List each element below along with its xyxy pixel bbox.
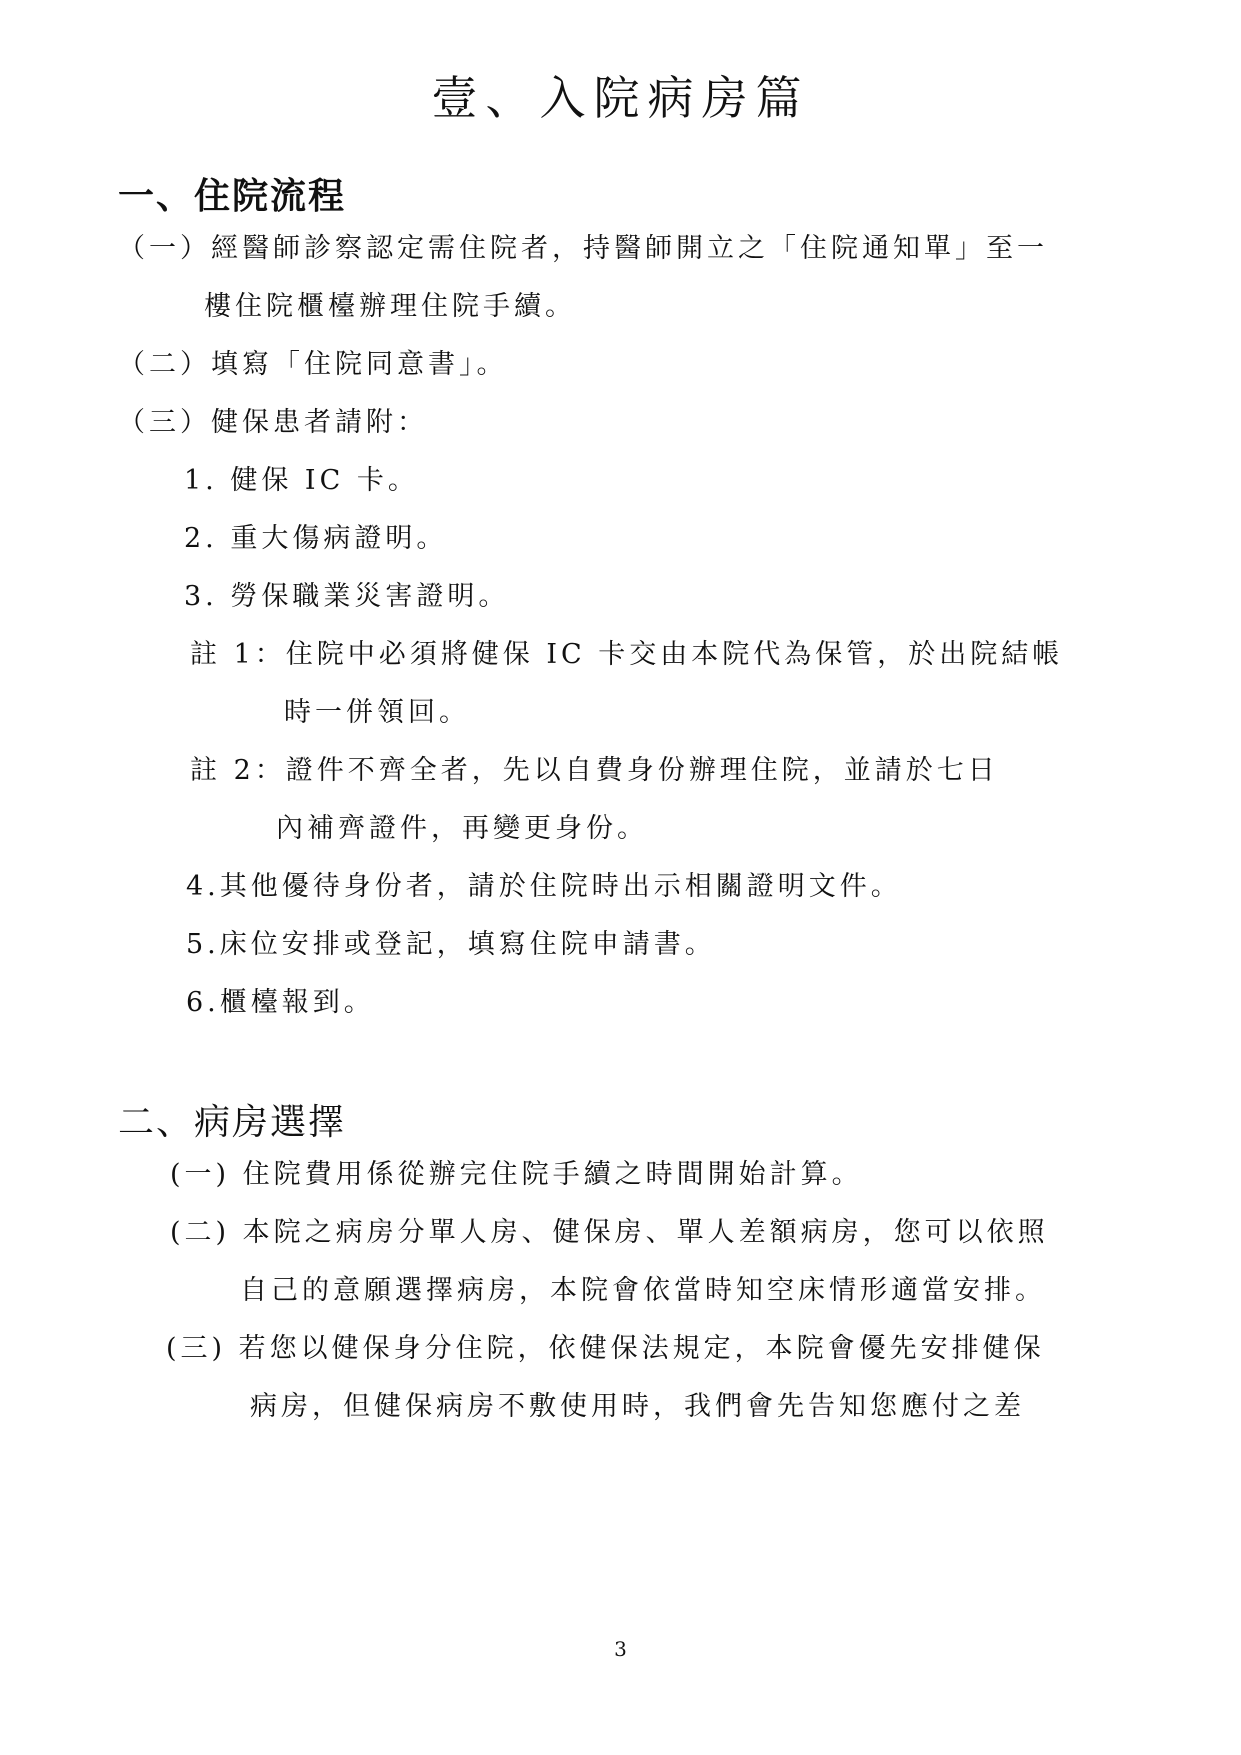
paragraph-line: 病房，但健保病房不敷使用時，我們會先告知您應付之差 bbox=[250, 1391, 1025, 1422]
paragraph-line: 自己的意願選擇病房，本院會依當時知空床情形適當安排。 bbox=[240, 1275, 1046, 1306]
section-heading-admission-process: 一、住院流程 bbox=[118, 176, 347, 217]
note-line: 註 1：住院中必須將健保 IC 卡交由本院代為保管，於出院結帳 bbox=[190, 639, 1064, 670]
paragraph-line: （一）經醫師診察認定需住院者，持醫師開立之「住院通知單」至一 bbox=[118, 233, 1048, 264]
note-line: 內補齊證件，再變更身份。 bbox=[276, 813, 648, 844]
note-line: 時一併領回。 bbox=[284, 697, 470, 728]
list-item: 4.其他優待身份者，請於住院時出示相關證明文件。 bbox=[186, 871, 902, 902]
section-heading-ward-selection: 二、病房選擇 bbox=[118, 1102, 347, 1143]
paragraph-line: （三）健保患者請附： bbox=[118, 407, 428, 438]
list-item: 1. 健保 IC 卡。 bbox=[184, 465, 419, 496]
list-item: 6.櫃檯報到。 bbox=[186, 987, 375, 1018]
paragraph-line: 樓住院櫃檯辦理住院手續。 bbox=[204, 291, 576, 322]
paragraph-line: (一) 住院費用係從辦完住院手續之時間開始計算。 bbox=[170, 1159, 863, 1190]
list-item: 5.床位安排或登記，填寫住院申請書。 bbox=[186, 929, 716, 960]
list-item: 3. 勞保職業災害證明。 bbox=[184, 581, 510, 612]
page-number: 3 bbox=[614, 1637, 627, 1661]
page-title: 壹、入院病房篇 bbox=[431, 71, 810, 125]
paragraph-line: (三) 若您以健保身分住院，依健保法規定，本院會優先安排健保 bbox=[166, 1333, 1045, 1364]
paragraph-line: （二）填寫「住院同意書」。 bbox=[118, 349, 508, 380]
paragraph-line: (二) 本院之病房分單人房、健保房、單人差額病房，您可以依照 bbox=[170, 1217, 1049, 1248]
list-item: 2. 重大傷病證明。 bbox=[184, 523, 448, 554]
note-line: 註 2：證件不齊全者，先以自費身份辦理住院，並請於七日 bbox=[190, 755, 999, 786]
